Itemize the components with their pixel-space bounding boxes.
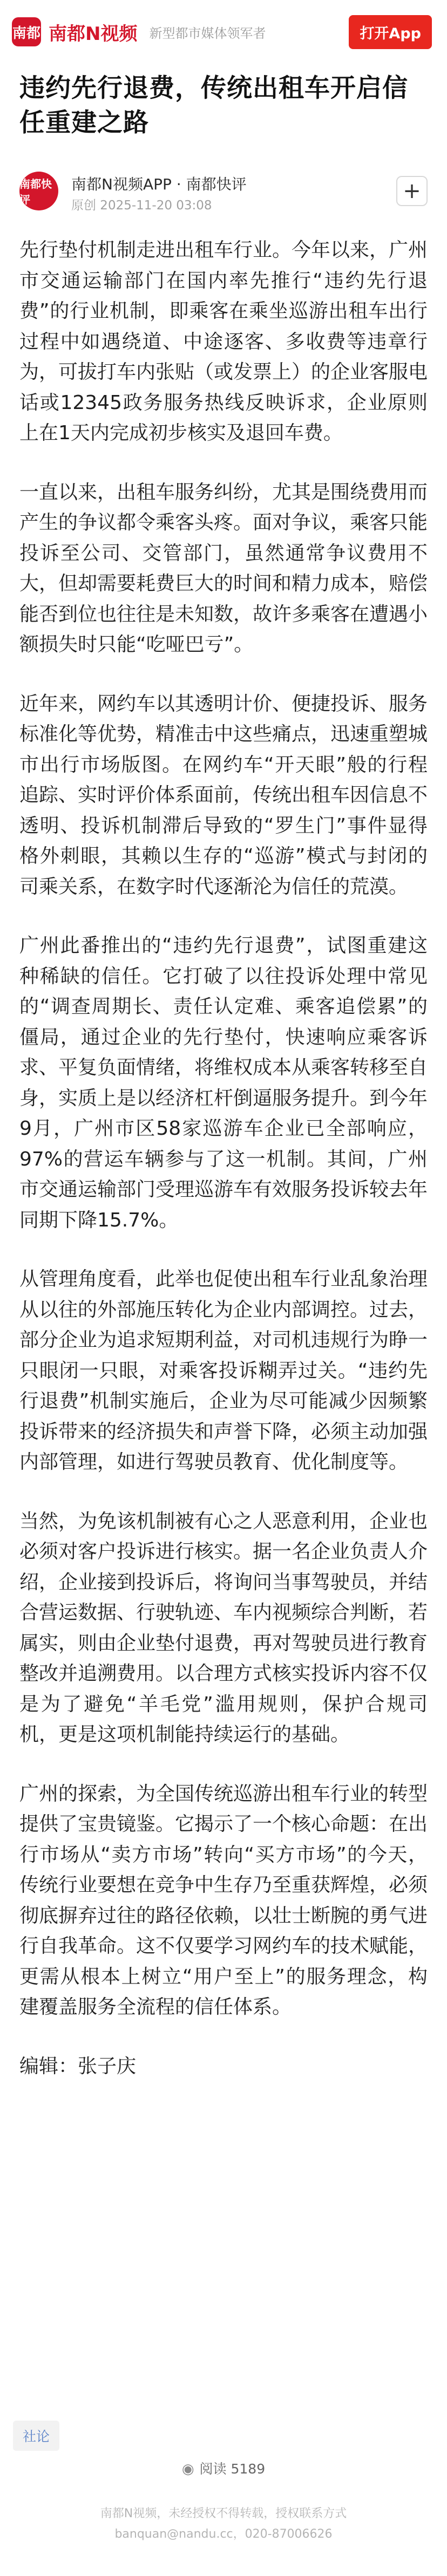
tag-editorial[interactable]: 社论 bbox=[13, 2421, 59, 2451]
paragraph: 先行垫付机制走进出租车行业。今年以来，广州市交通运输部门在国内率先推行“违约先行退费”的行业机制，即乘客在乘坐巡游出租车出行过程中如遇绕道、中途逐客、多收费等违章行为，可拔打车内张贴（或发票上）的企业客服电话或12345政务服务热线反映诉求，企业原则上在1天内完成初步核实及退回车费。 bbox=[19, 239, 428, 444]
paragraph: 广州此番推出的“违约先行退费”，试图重建这种稀缺的信任。它打破了以往投诉处理中常见的“调查周期长、责任认定难、乘客追偿累”的僵局，通过企业的先行垫付，快速响应乘客诉求、平复负面情绪，将维权成本从乘客转移至自身，实质上是以经济杠杆倒逼服务提升。到今年9月，广州市区58家巡游车企业已全部响应，97%的营运车辆参与了这一机制。其间，广州市交通运输部门受理巡游车有效服务投诉较去年同期下降15.7%。 bbox=[19, 935, 428, 1231]
author-row bbox=[19, 169, 428, 213]
copyright-contact: banquan@nandu.cc，020-87006626 bbox=[114, 2527, 333, 2541]
paragraph: 当然，为免该机制被有心之人恶意利用，企业也必须对客户投诉进行核实。据一名企业负责人介绍，企业接到投诉后，将询问当事驾驶员，并结合营运数据、行驶轨迹、车内视频综合判断，若属实，则由企业垫付退费，再对驾驶员进行教育整改并追溯费用。以合理方式核实投诉内容不仅是为了避免“羊毛党”滥用规则，保护合规司机，更是这项机制能持续运行的基础。 bbox=[19, 1510, 428, 1746]
paragraph: 从管理角度看，此举也促使出租车行业乱象治理从以往的外部施压转化为企业内部调控。过去，部分企业为追求短期利益，对司机违规行为睁一只眼闭一只眼，对乘客投诉糊弄过关。“违约先行退费”机制实施后，企业为尽可能减少因频繁投诉带来的经济损失和声誉下降，必须主动加强内部管理，如进行驾驶员教育、优化制度等。 bbox=[19, 1268, 428, 1473]
avatar[interactable] bbox=[19, 172, 58, 210]
copyright-notice bbox=[0, 2504, 447, 2545]
article-title: 违约先行退费，传统出租车开启信任重建之路 bbox=[19, 73, 408, 138]
author-name[interactable]: 南都N视频APP · 南都快评 bbox=[71, 175, 247, 193]
eye-icon: ◉ bbox=[181, 2461, 194, 2477]
app-banner bbox=[0, 0, 447, 64]
paragraph: 近年来，网约车以其透明计价、便捷投诉、服务标准化等优势，精准击中这些痛点，迅速重塑城市出行市场版图。在网约车“开天眼”般的行程追踪、实时评价体系面前，传统出租车因信息不透明、投诉机制滞后导致的“罗生门”事件显得格外刺眼，其赖以生存的“巡游”模式与封闭的司乘关系，在数字时代逐渐沦为信任的荒漠。 bbox=[19, 692, 428, 898]
brand-name: 南都N视频 bbox=[49, 23, 138, 45]
follow-button[interactable]: + bbox=[396, 176, 428, 206]
nandu-logo-icon bbox=[12, 17, 41, 46]
copyright-line: 南都N视频，未经授权不得转载，授权联系方式 bbox=[100, 2507, 347, 2520]
paragraph: 一直以来，出租车服务纠纷，尤其是围绕费用而产生的争议都令乘客头疼。面对争议，乘客只能投诉至公司、交管部门，虽然通常争议费用不大，但却需要耗费巨大的时间和精力成本，赔偿能否到位也往往是未知数，故许多乘客在遭遇小额损失时只能“吃哑巴亏”。 bbox=[19, 481, 428, 656]
read-count bbox=[0, 2458, 447, 2478]
brand-slogan: 新型都市媒体领军者 bbox=[149, 25, 266, 41]
article-body bbox=[19, 235, 428, 2110]
editor-line: 编辑：张子庆 bbox=[19, 2055, 137, 2077]
logo-text: 南都 bbox=[12, 25, 40, 42]
open-app-button[interactable]: 打开App bbox=[349, 15, 432, 49]
avatar-text: 南都快评 bbox=[19, 178, 52, 206]
read-count-text: 阅读 5189 bbox=[199, 2461, 266, 2477]
article-meta: 原创 2025-11-20 03:08 bbox=[71, 199, 212, 213]
paragraph: 广州的探索，为全国传统巡游出租车行业的转型提供了宝贵镜鉴。它揭示了一个核心命题：在出行市场从“卖方市场”转向“买方市场”的今天，传统行业要想在竞争中生存乃至重获辉煌，必须彻底摒弃过往的路径依赖，以壮士断腕的勇气进行自我革命。这不仅要学习网约车的技术赋能，更需从根本上树立“用户至上”的服务理念，构建覆盖服务全流程的信任体系。 bbox=[19, 1782, 428, 2018]
